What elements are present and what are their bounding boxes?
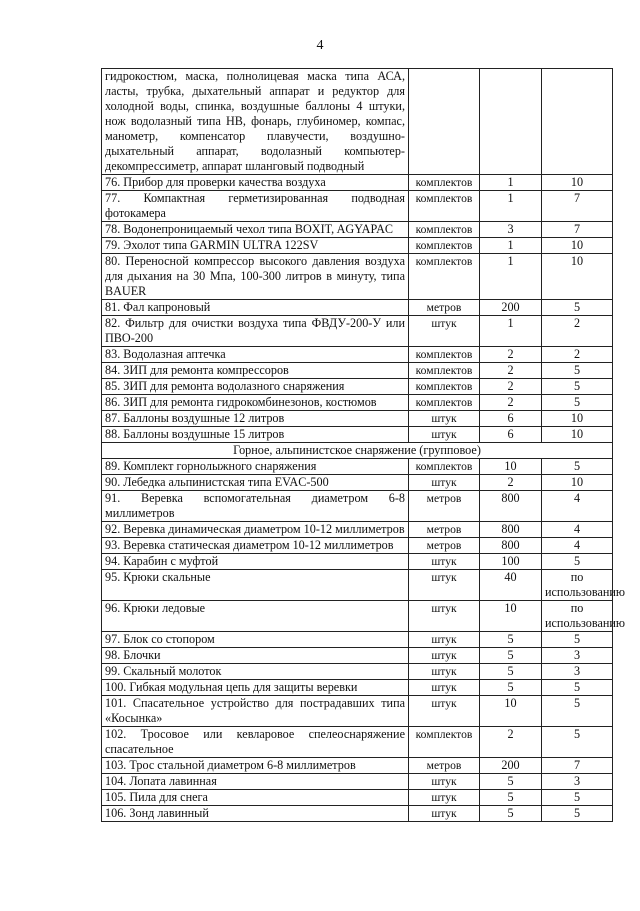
equipment-table	[101, 68, 626, 822]
unit-cell: штук	[409, 475, 480, 491]
service-term-cell: 7	[542, 191, 613, 222]
quantity-cell: 2	[480, 347, 542, 363]
table-row	[102, 570, 613, 601]
item-name-cell: 104. Лопата лавинная	[102, 774, 409, 790]
unit-cell: штук	[409, 790, 480, 806]
table-row	[102, 648, 613, 664]
service-term-cell: 5	[542, 379, 613, 395]
quantity-cell: 2	[480, 395, 542, 411]
item-name-cell: 87. Баллоны воздушные 12 литров	[102, 411, 409, 427]
unit-cell: метров	[409, 538, 480, 554]
unit-cell: штук	[409, 427, 480, 443]
quantity-cell: 800	[480, 522, 542, 538]
table-row	[102, 632, 613, 648]
service-term-cell: 5	[542, 300, 613, 316]
table-row	[102, 522, 613, 538]
service-term-cell: 2	[542, 316, 613, 347]
service-term-cell: 5	[542, 395, 613, 411]
unit-cell: метров	[409, 522, 480, 538]
table-row	[102, 459, 613, 475]
page-number: 4	[316, 38, 324, 53]
item-name-cell: 97. Блок со стопором	[102, 632, 409, 648]
service-term-cell: 5	[542, 696, 613, 727]
service-term-cell: 10	[542, 175, 613, 191]
unit-cell	[409, 69, 480, 175]
unit-cell: штук	[409, 316, 480, 347]
service-term-cell: 7	[542, 758, 613, 774]
quantity-cell: 800	[480, 538, 542, 554]
quantity-cell: 5	[480, 664, 542, 680]
service-term-cell: 7	[542, 222, 613, 238]
unit-cell: комплектов	[409, 363, 480, 379]
item-name-cell: 90. Лебедка альпинистская типа EVAC-500	[102, 475, 409, 491]
table-row	[102, 601, 613, 632]
item-name-cell: 80. Переносной компрессор высокого давления воздуха для дыхания на 30 Мпа, 100-300 литров в минуту, типа BAUER	[102, 254, 409, 300]
unit-cell: комплектов	[409, 191, 480, 222]
unit-cell: комплектов	[409, 175, 480, 191]
quantity-cell: 5	[480, 648, 542, 664]
table-row	[102, 727, 613, 758]
item-name-cell: 76. Прибор для проверки качества воздуха	[102, 175, 409, 191]
unit-cell: комплектов	[409, 395, 480, 411]
unit-cell: штук	[409, 806, 480, 822]
item-name-cell: 85. ЗИП для ремонта водолазного снаряжения	[102, 379, 409, 395]
quantity-cell: 10	[480, 696, 542, 727]
quantity-cell: 10	[480, 459, 542, 475]
table-row	[102, 300, 613, 316]
item-name-cell: 82. Фильтр для очистки воздуха типа ФВДУ-200-У или ПВО-200	[102, 316, 409, 347]
service-term-cell: 10	[542, 427, 613, 443]
quantity-cell: 2	[480, 475, 542, 491]
item-name-cell: 94. Карабин с муфтой	[102, 554, 409, 570]
item-name-cell: 101. Спасательное устройство для пострадавших типа «Косынка»	[102, 696, 409, 727]
table-row	[102, 806, 613, 822]
unit-cell: комплектов	[409, 222, 480, 238]
item-name-cell: 88. Баллоны воздушные 15 литров	[102, 427, 409, 443]
service-term-cell: 10	[542, 411, 613, 427]
table-row	[102, 254, 613, 300]
unit-cell: комплектов	[409, 347, 480, 363]
table-row	[102, 696, 613, 727]
quantity-cell: 1	[480, 254, 542, 300]
quantity-cell: 1	[480, 175, 542, 191]
service-term-cell: 5	[542, 806, 613, 822]
unit-cell: штук	[409, 680, 480, 696]
table-row	[102, 491, 613, 522]
service-term-cell: 4	[542, 491, 613, 522]
table-row	[102, 664, 613, 680]
unit-cell: комплектов	[409, 459, 480, 475]
quantity-cell: 3	[480, 222, 542, 238]
service-term-cell: 3	[542, 664, 613, 680]
table-row	[102, 222, 613, 238]
item-name-cell: 93. Веревка статическая диаметром 10-12 миллиметров	[102, 538, 409, 554]
quantity-cell: 2	[480, 379, 542, 395]
table-row	[102, 363, 613, 379]
service-term-cell: 5	[542, 727, 613, 758]
service-term-cell: 5	[542, 790, 613, 806]
unit-cell: штук	[409, 411, 480, 427]
service-term-cell: по использованию	[542, 570, 613, 601]
continuation-text-cell: гидрокостюм, маска, полнолицевая маска типа АСА, ласты, трубка, дыхательный аппарат и редуктор для холодной воды, спинка, воздушные баллоны 4 штуки, нож водолазный типа НВ, фонарь, глубиномер, компас, манометр, компенсатор плавучести, воздушно-дыхательный аппарат, водолазный компьютер-декомпрессиметр, аппарат шланговый подводный	[102, 69, 409, 175]
quantity-cell: 5	[480, 774, 542, 790]
quantity-cell: 1	[480, 238, 542, 254]
unit-cell: штук	[409, 648, 480, 664]
quantity-cell: 2	[480, 363, 542, 379]
table-row	[102, 379, 613, 395]
table-row	[102, 191, 613, 222]
table-row	[102, 554, 613, 570]
table-row-continuation	[102, 69, 613, 175]
item-name-cell: 99. Скальный молоток	[102, 664, 409, 680]
service-term-cell: 5	[542, 680, 613, 696]
service-term-cell: 4	[542, 538, 613, 554]
quantity-cell: 10	[480, 601, 542, 632]
service-term-cell: 2	[542, 347, 613, 363]
item-name-cell: 78. Водонепроницаемый чехол типа BOXIT, AGYAPAC	[102, 222, 409, 238]
service-term-cell: 3	[542, 774, 613, 790]
table-row	[102, 411, 613, 427]
item-name-cell: 77. Компактная герметизированная подводная фотокамера	[102, 191, 409, 222]
item-name-cell: 100. Гибкая модульная цепь для защиты веревки	[102, 680, 409, 696]
unit-cell: метров	[409, 758, 480, 774]
unit-cell: штук	[409, 570, 480, 601]
quantity-cell: 5	[480, 680, 542, 696]
section-header: Горное, альпинистское снаряжение (групповое)	[102, 443, 613, 459]
unit-cell: штук	[409, 601, 480, 632]
unit-cell: комплектов	[409, 254, 480, 300]
unit-cell: штук	[409, 554, 480, 570]
service-term-cell: 5	[542, 363, 613, 379]
service-term-cell	[542, 69, 613, 175]
unit-cell: штук	[409, 774, 480, 790]
quantity-cell: 40	[480, 570, 542, 601]
unit-cell: штук	[409, 696, 480, 727]
quantity-cell	[480, 69, 542, 175]
table-row	[102, 538, 613, 554]
quantity-cell: 1	[480, 316, 542, 347]
quantity-cell: 100	[480, 554, 542, 570]
item-name-cell: 92. Веревка динамическая диаметром 10-12 миллиметров	[102, 522, 409, 538]
table-row	[102, 238, 613, 254]
table-row	[102, 316, 613, 347]
service-term-cell: 10	[542, 475, 613, 491]
service-term-cell: 5	[542, 632, 613, 648]
quantity-cell: 5	[480, 790, 542, 806]
item-name-cell: 79. Эхолот типа GARMIN ULTRA 122SV	[102, 238, 409, 254]
table-row	[102, 680, 613, 696]
item-name-cell: 83. Водолазная аптечка	[102, 347, 409, 363]
unit-cell: метров	[409, 491, 480, 522]
item-name-cell: 81. Фал капроновый	[102, 300, 409, 316]
quantity-cell: 200	[480, 300, 542, 316]
service-term-cell: 10	[542, 238, 613, 254]
service-term-cell: 5	[542, 459, 613, 475]
quantity-cell: 6	[480, 411, 542, 427]
unit-cell: метров	[409, 300, 480, 316]
service-term-cell: 10	[542, 254, 613, 300]
unit-cell: комплектов	[409, 379, 480, 395]
table-row	[102, 347, 613, 363]
unit-cell: штук	[409, 664, 480, 680]
item-name-cell: 95. Крюки скальные	[102, 570, 409, 601]
item-name-cell: 89. Комплект горнолыжного снаряжения	[102, 459, 409, 475]
item-name-cell: 96. Крюки ледовые	[102, 601, 409, 632]
service-term-cell: 4	[542, 522, 613, 538]
item-name-cell: 84. ЗИП для ремонта компрессоров	[102, 363, 409, 379]
service-term-cell: 5	[542, 554, 613, 570]
table-row	[102, 475, 613, 491]
table-row	[102, 427, 613, 443]
service-term-cell: 3	[542, 648, 613, 664]
item-name-cell: 103. Трос стальной диаметром 6-8 миллиметров	[102, 758, 409, 774]
quantity-cell: 200	[480, 758, 542, 774]
quantity-cell: 5	[480, 632, 542, 648]
service-term-cell: по использованию	[542, 601, 613, 632]
unit-cell: комплектов	[409, 727, 480, 758]
table-row	[102, 395, 613, 411]
table-row	[102, 790, 613, 806]
unit-cell: штук	[409, 632, 480, 648]
item-name-cell: 86. ЗИП для ремонта гидрокомбинезонов, костюмов	[102, 395, 409, 411]
item-name-cell: 98. Блочки	[102, 648, 409, 664]
item-name-cell: 102. Тросовое или кевларовое спелеоснаряжение спасательное	[102, 727, 409, 758]
section-header-row	[102, 443, 613, 459]
unit-cell: комплектов	[409, 238, 480, 254]
quantity-cell: 800	[480, 491, 542, 522]
quantity-cell: 6	[480, 427, 542, 443]
table-row	[102, 774, 613, 790]
item-name-cell: 91. Веревка вспомогательная диаметром 6-8 миллиметров	[102, 491, 409, 522]
quantity-cell: 5	[480, 806, 542, 822]
quantity-cell: 1	[480, 191, 542, 222]
item-name-cell: 106. Зонд лавинный	[102, 806, 409, 822]
item-name-cell: 105. Пила для снега	[102, 790, 409, 806]
table-row	[102, 758, 613, 774]
table-row	[102, 175, 613, 191]
quantity-cell: 2	[480, 727, 542, 758]
